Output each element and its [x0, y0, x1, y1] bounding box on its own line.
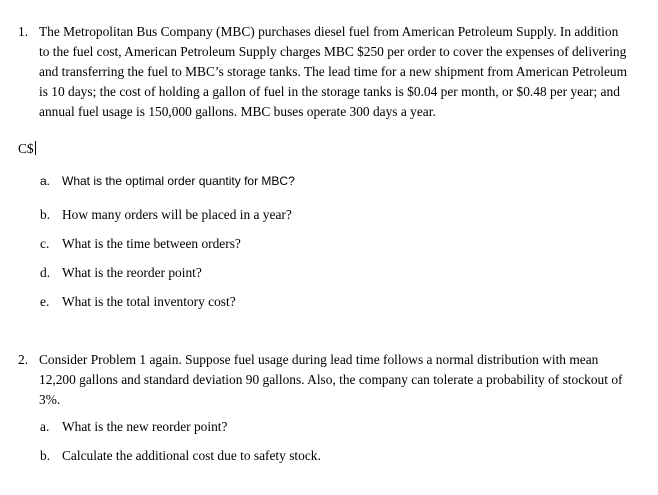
problem-1	[18, 22, 628, 122]
question-1a-text: What is the optimal order quantity for MBC?	[62, 174, 295, 188]
question-1d-letter: d.	[40, 265, 51, 280]
problem-2	[18, 350, 628, 410]
question-2b-letter: b.	[40, 448, 51, 463]
problem-1-text: The Metropolitan Bus Company (MBC) purchases diesel fuel from American Petroleum Supply. In addition to the fuel cost, American Petroleum Supply charges MBC $250 per order to cover the expenses of delivering and transferring the fuel to MBC’s storage tanks. The lead time for a new shipment from American Petroleum is 10 days; the cost of holding a gallon of fuel in the storage tanks is $0.04 per month, or $0.48 per year; and annual fuel usage is 150,000 gallons. MBC buses operate 300 days a year.	[39, 24, 628, 119]
question-1e-letter: e.	[40, 294, 50, 309]
question-1c	[40, 235, 241, 253]
answer-text: C$	[18, 141, 34, 156]
question-1d-text: What is the reorder point?	[62, 265, 202, 280]
problem-2-number: 2.	[18, 352, 29, 367]
question-2a-letter: a.	[40, 419, 50, 434]
question-1b	[40, 206, 292, 224]
question-1a	[40, 172, 295, 190]
question-1e-text: What is the total inventory cost?	[62, 294, 236, 309]
answer-text-field[interactable]	[18, 141, 36, 157]
question-1e	[40, 293, 236, 311]
question-1b-letter: b.	[40, 207, 51, 222]
question-1b-text: How many orders will be placed in a year?	[62, 207, 292, 222]
question-2b-text: Calculate the additional cost due to safety stock.	[62, 448, 321, 463]
question-1d	[40, 264, 202, 282]
text-cursor	[35, 141, 36, 155]
question-1a-letter: a.	[40, 174, 51, 188]
problem-2-text: Consider Problem 1 again. Suppose fuel usage during lead time follows a normal distribution with mean 12,200 gallons and standard deviation 90 gallons. Also, the company can tolerate a probability of stockout of 3%.	[39, 352, 623, 407]
question-2b	[40, 447, 321, 465]
question-1c-text: What is the time between orders?	[62, 236, 241, 251]
question-1c-letter: c.	[40, 236, 50, 251]
problem-1-number: 1.	[18, 24, 29, 39]
question-2a	[40, 418, 227, 436]
question-2a-text: What is the new reorder point?	[62, 419, 228, 434]
